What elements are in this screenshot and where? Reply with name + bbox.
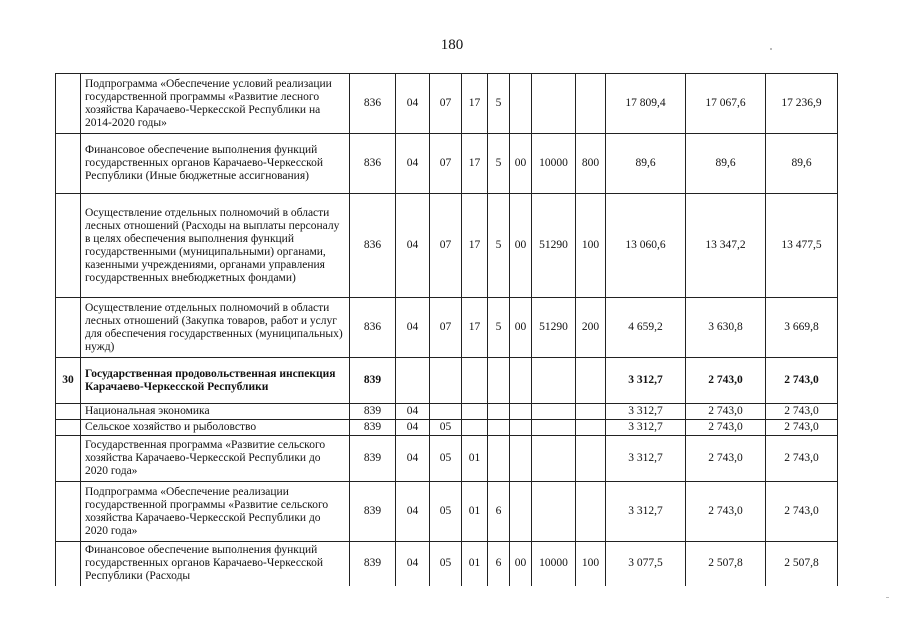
ministry-code-cell: 836	[350, 298, 396, 358]
subsection-code-cell	[430, 358, 462, 404]
amount-year1-cell: 17 809,4	[606, 74, 686, 134]
amount-year3-cell: 3 669,8	[766, 298, 838, 358]
activity-code-cell	[510, 404, 532, 420]
amount-year2-cell: 13 347,2	[686, 194, 766, 298]
amount-year3-cell: 2 743,0	[766, 482, 838, 542]
amount-year1-cell: 4 659,2	[606, 298, 686, 358]
amount-year2-cell: 3 630,8	[686, 298, 766, 358]
row-name-cell: Подпрограмма «Обеспечение условий реализации государственной программы «Развитие лесного хозяйства Карачаево-Черкесской Республики на 2014-2020 годы»	[81, 74, 350, 134]
subprogram-code-cell	[488, 404, 510, 420]
program-code-cell	[462, 404, 488, 420]
table-row	[56, 482, 838, 542]
expense-type-code-cell: 100	[576, 194, 606, 298]
row-index-cell	[56, 420, 81, 436]
target-article-code-cell	[532, 436, 576, 482]
amount-year2-cell: 2 743,0	[686, 436, 766, 482]
page-number: 180	[440, 37, 464, 53]
ministry-code-cell: 836	[350, 74, 396, 134]
ministry-code-cell: 836	[350, 134, 396, 194]
target-article-code-cell	[532, 74, 576, 134]
amount-year3-cell: 2 743,0	[766, 358, 838, 404]
ministry-code-cell: 839	[350, 436, 396, 482]
activity-code-cell	[510, 74, 532, 134]
expense-type-code-cell: 100	[576, 542, 606, 586]
target-article-code-cell: 10000	[532, 134, 576, 194]
table-row	[56, 542, 838, 586]
amount-year1-cell: 3 312,7	[606, 358, 686, 404]
amount-year1-cell: 3 312,7	[606, 420, 686, 436]
activity-code-cell	[510, 420, 532, 436]
expense-type-code-cell	[576, 74, 606, 134]
section-code-cell: 04	[396, 404, 430, 420]
subsection-code-cell: 05	[430, 436, 462, 482]
program-code-cell: 01	[462, 482, 488, 542]
row-name-cell: Осуществление отдельных полномочий в области лесных отношений (Закупка товаров, работ и услуг для обеспечения государственных (муниципальных) нужд)	[81, 298, 350, 358]
table-row	[56, 298, 838, 358]
program-code-cell: 01	[462, 542, 488, 586]
target-article-code-cell: 51290	[532, 298, 576, 358]
section-code-cell: 04	[396, 482, 430, 542]
target-article-code-cell	[532, 482, 576, 542]
amount-year3-cell: 2 743,0	[766, 404, 838, 420]
program-code-cell	[462, 358, 488, 404]
expense-type-code-cell: 800	[576, 134, 606, 194]
amount-year1-cell: 3 077,5	[606, 542, 686, 586]
expense-type-code-cell	[576, 420, 606, 436]
ministry-code-cell: 836	[350, 194, 396, 298]
amount-year2-cell: 89,6	[686, 134, 766, 194]
table-row	[56, 420, 838, 436]
subprogram-code-cell	[488, 436, 510, 482]
amount-year3-cell: 17 236,9	[766, 74, 838, 134]
amount-year2-cell: 2 743,0	[686, 420, 766, 436]
row-index-cell	[56, 298, 81, 358]
subsection-code-cell: 05	[430, 482, 462, 542]
activity-code-cell: 00	[510, 298, 532, 358]
target-article-code-cell	[532, 358, 576, 404]
row-name-cell: Национальная экономика	[81, 404, 350, 420]
subprogram-code-cell	[488, 358, 510, 404]
table-row	[56, 74, 838, 134]
expense-type-code-cell	[576, 404, 606, 420]
subsection-code-cell: 07	[430, 298, 462, 358]
program-code-cell: 17	[462, 74, 488, 134]
amount-year3-cell: 89,6	[766, 134, 838, 194]
subprogram-code-cell: 5	[488, 74, 510, 134]
ministry-code-cell: 839	[350, 404, 396, 420]
target-article-code-cell: 10000	[532, 542, 576, 586]
section-code-cell	[396, 358, 430, 404]
activity-code-cell: 00	[510, 194, 532, 298]
ministry-code-cell: 839	[350, 420, 396, 436]
row-index-cell	[56, 74, 81, 134]
activity-code-cell: 00	[510, 542, 532, 586]
table-body	[56, 74, 838, 586]
expense-type-code-cell	[576, 482, 606, 542]
subprogram-code-cell: 5	[488, 134, 510, 194]
subprogram-code-cell: 5	[488, 194, 510, 298]
row-index-cell	[56, 134, 81, 194]
amount-year2-cell: 2 743,0	[686, 404, 766, 420]
subsection-code-cell: 05	[430, 542, 462, 586]
budget-table	[55, 73, 838, 586]
program-code-cell: 01	[462, 436, 488, 482]
activity-code-cell: 00	[510, 134, 532, 194]
row-index-cell	[56, 436, 81, 482]
program-code-cell: 17	[462, 298, 488, 358]
amount-year3-cell: 2 743,0	[766, 420, 838, 436]
amount-year3-cell: 13 477,5	[766, 194, 838, 298]
row-name-cell: Финансовое обеспечение выполнения функций государственных органов Карачаево-Черкесской Республики (Расходы	[81, 542, 350, 586]
amount-year1-cell: 3 312,7	[606, 404, 686, 420]
row-name-cell: Осуществление отдельных полномочий в области лесных отношений (Расходы на выплаты персоналу в целях обеспечения выполнения функций государственными (муниципальными) органами, казенными учреждениями, органами управления государственных внебюджетных фондами)	[81, 194, 350, 298]
target-article-code-cell: 51290	[532, 194, 576, 298]
subprogram-code-cell: 6	[488, 542, 510, 586]
row-index-cell	[56, 542, 81, 586]
scan-speck	[770, 48, 772, 50]
amount-year1-cell: 13 060,6	[606, 194, 686, 298]
target-article-code-cell	[532, 420, 576, 436]
amount-year3-cell: 2 743,0	[766, 436, 838, 482]
row-name-cell: Подпрограмма «Обеспечение реализации государственной программы «Развитие сельского хозяйства Карачаево-Черкесской Республики до 2020 года»	[81, 482, 350, 542]
target-article-code-cell	[532, 404, 576, 420]
activity-code-cell	[510, 482, 532, 542]
section-code-cell: 04	[396, 74, 430, 134]
row-name-cell: Финансовое обеспечение выполнения функций государственных органов Карачаево-Черкесской Республики (Иные бюджетные ассигнования)	[81, 134, 350, 194]
table-row	[56, 436, 838, 482]
amount-year2-cell: 17 067,6	[686, 74, 766, 134]
subsection-code-cell: 07	[430, 194, 462, 298]
activity-code-cell	[510, 436, 532, 482]
row-index-cell	[56, 194, 81, 298]
table-row	[56, 358, 838, 404]
table-row	[56, 194, 838, 298]
subprogram-code-cell: 6	[488, 482, 510, 542]
section-code-cell: 04	[396, 436, 430, 482]
row-name-cell: Государственная продовольственная инспекция Карачаево-Черкесской Республики	[81, 358, 350, 404]
expense-type-code-cell	[576, 358, 606, 404]
section-code-cell: 04	[396, 542, 430, 586]
subsection-code-cell: 07	[430, 74, 462, 134]
subsection-code-cell: 07	[430, 134, 462, 194]
section-code-cell: 04	[396, 194, 430, 298]
row-name-cell: Государственная программа «Развитие сельского хозяйства Карачаево-Черкесской Республики до 2020 года»	[81, 436, 350, 482]
ministry-code-cell: 839	[350, 542, 396, 586]
section-code-cell: 04	[396, 420, 430, 436]
amount-year1-cell: 3 312,7	[606, 436, 686, 482]
row-index-cell	[56, 482, 81, 542]
scan-speck	[886, 597, 889, 598]
program-code-cell: 17	[462, 194, 488, 298]
amount-year1-cell: 89,6	[606, 134, 686, 194]
ministry-code-cell: 839	[350, 358, 396, 404]
section-code-cell: 04	[396, 298, 430, 358]
section-code-cell: 04	[396, 134, 430, 194]
expense-type-code-cell: 200	[576, 298, 606, 358]
amount-year2-cell: 2 743,0	[686, 358, 766, 404]
row-index-cell	[56, 404, 81, 420]
subprogram-code-cell: 5	[488, 298, 510, 358]
amount-year3-cell: 2 507,8	[766, 542, 838, 586]
amount-year1-cell: 3 312,7	[606, 482, 686, 542]
subsection-code-cell	[430, 404, 462, 420]
amount-year2-cell: 2 507,8	[686, 542, 766, 586]
ministry-code-cell: 839	[350, 482, 396, 542]
amount-year2-cell: 2 743,0	[686, 482, 766, 542]
row-name-cell: Сельское хозяйство и рыболовство	[81, 420, 350, 436]
table-row	[56, 404, 838, 420]
table-row	[56, 134, 838, 194]
activity-code-cell	[510, 358, 532, 404]
program-code-cell: 17	[462, 134, 488, 194]
program-code-cell	[462, 420, 488, 436]
subsection-code-cell: 05	[430, 420, 462, 436]
subprogram-code-cell	[488, 420, 510, 436]
expense-type-code-cell	[576, 436, 606, 482]
row-index-cell: 30	[56, 358, 81, 404]
